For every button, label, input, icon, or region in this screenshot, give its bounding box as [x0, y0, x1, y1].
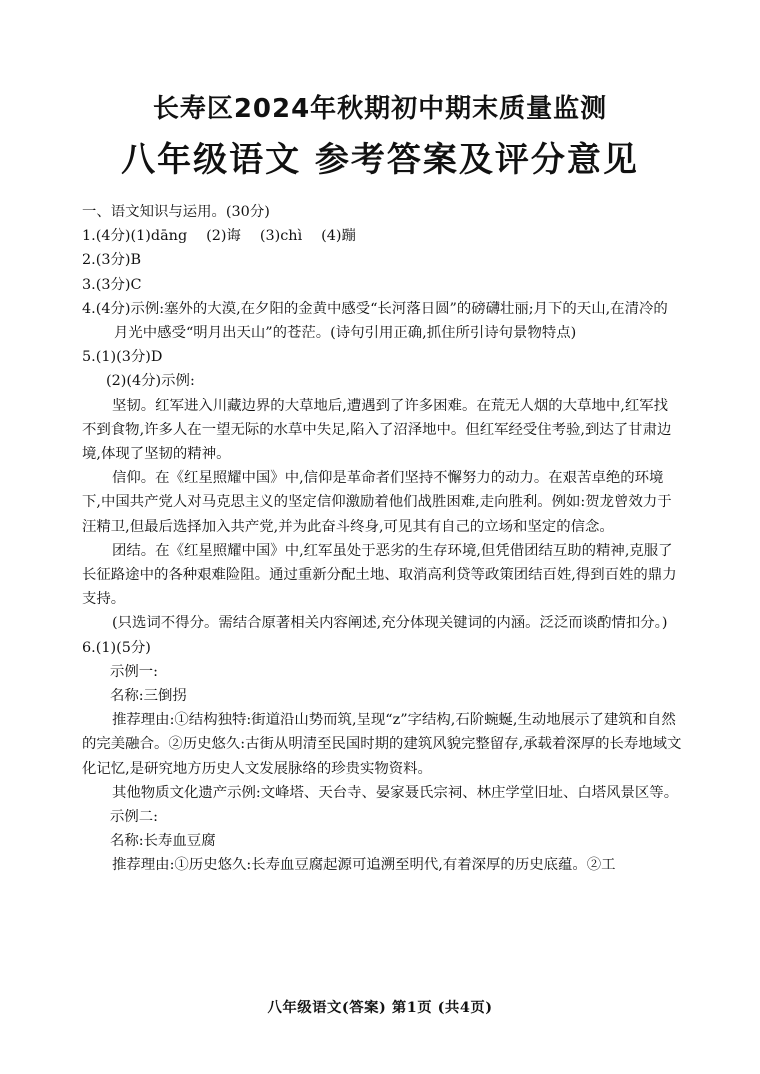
example-one-name: 名称:三倒拐 — [110, 688, 187, 705]
answer-q6-1: 6.(1)(5分) — [82, 639, 151, 656]
scoring-note: (只选词不得分。需结合原著相关内容阐述,充分体现关键词的内涵。泛泛而谈酌情扣分。) — [112, 615, 668, 632]
answer-q3: 3.(3分)C — [82, 276, 142, 293]
example-one-label: 示例一: — [110, 663, 159, 680]
page-footer: 八年级语文(答案) 第1页 (共4页) — [267, 999, 493, 1016]
answer-q5-paragraph-perseverance: 坚韧。红军进入川藏边界的大草地后,遭遇到了许多困难。在荒无人烟的大草地中,红军找不到食物,许多人在一望无际的水草中失足,陷入了沼泽地中。但红军经受住考验,到达了甘肃边境,体现了坚韧的精神。 — [82, 397, 672, 463]
answer-body — [82, 200, 682, 878]
other-heritage-examples: 其他物质文化遗产示例:文峰塔、天台寺、晏家聂氏宗祠、林庄学堂旧址、白塔风景区等。 — [112, 784, 679, 801]
answer-q5-paragraph-faith: 信仰。在《红星照耀中国》中,信仰是革命者们坚持不懈努力的动力。在艰苦卓绝的环境下,中国共产党人对马克思主义的坚定信仰激励着他们战胜困难,走向胜利。例如:贺龙曾效力于汪精卫,但最后选择加入共产党,并为此奋斗终身,可见其有自己的立场和坚定的信念。 — [82, 470, 672, 535]
answer-q1: 1.(4分)(1)dāng (2)诲 (3)chì (4)蹦 — [82, 228, 356, 245]
section-heading: 一、语文知识与运用。(30分) — [82, 204, 270, 220]
example-one-reason: 推荐理由:①结构独特:街道沿山势而筑,呈现“z”字结构,石阶蜿蜒,生动地展示了建筑和自然的完美融合。②历史悠久:古街从明清至民国时期的建筑风貌完整留存,承载着深厚的长寿地域文化记忆,是研究地方历史人文发展脉络的珍贵实物资料。 — [82, 712, 682, 777]
answer-q5-2: (2)(4分)示例: — [106, 373, 195, 390]
example-two-reason: 推荐理由:①历史悠久:长寿血豆腐起源可追溯至明代,有着深厚的历史底蕴。②工 — [112, 857, 616, 874]
answer-q5-paragraph-unity: 团结。在《红星照耀中国》中,红军虽处于恶劣的生存环境,但凭借团结互助的精神,克服了长征路途中的各种艰难险阻。通过重新分配土地、取消高利贷等政策团结百姓,得到百姓的鼎力支持。 — [82, 542, 677, 608]
answer-q2: 2.(3分)B — [82, 252, 142, 269]
document-subtitle: 八年级语文 参考答案及评分意见 — [121, 140, 639, 180]
example-two-name: 名称:长寿血豆腐 — [110, 833, 216, 850]
example-two-label: 示例二: — [110, 809, 159, 826]
answer-q4: 4.(4分)示例:塞外的大漠,在夕阳的金黄中感受“长河落日圆”的磅礴壮丽;月下的天山,在清冷的月光中感受“明月出天山”的苍茫。(诗句引用正确,抓住所引诗句景物特点) — [82, 300, 668, 342]
exam-title: 长寿区2024年秋期初中期末质量监测 — [152, 94, 608, 124]
answer-q5-1: 5.(1)(3分)D — [82, 349, 163, 366]
